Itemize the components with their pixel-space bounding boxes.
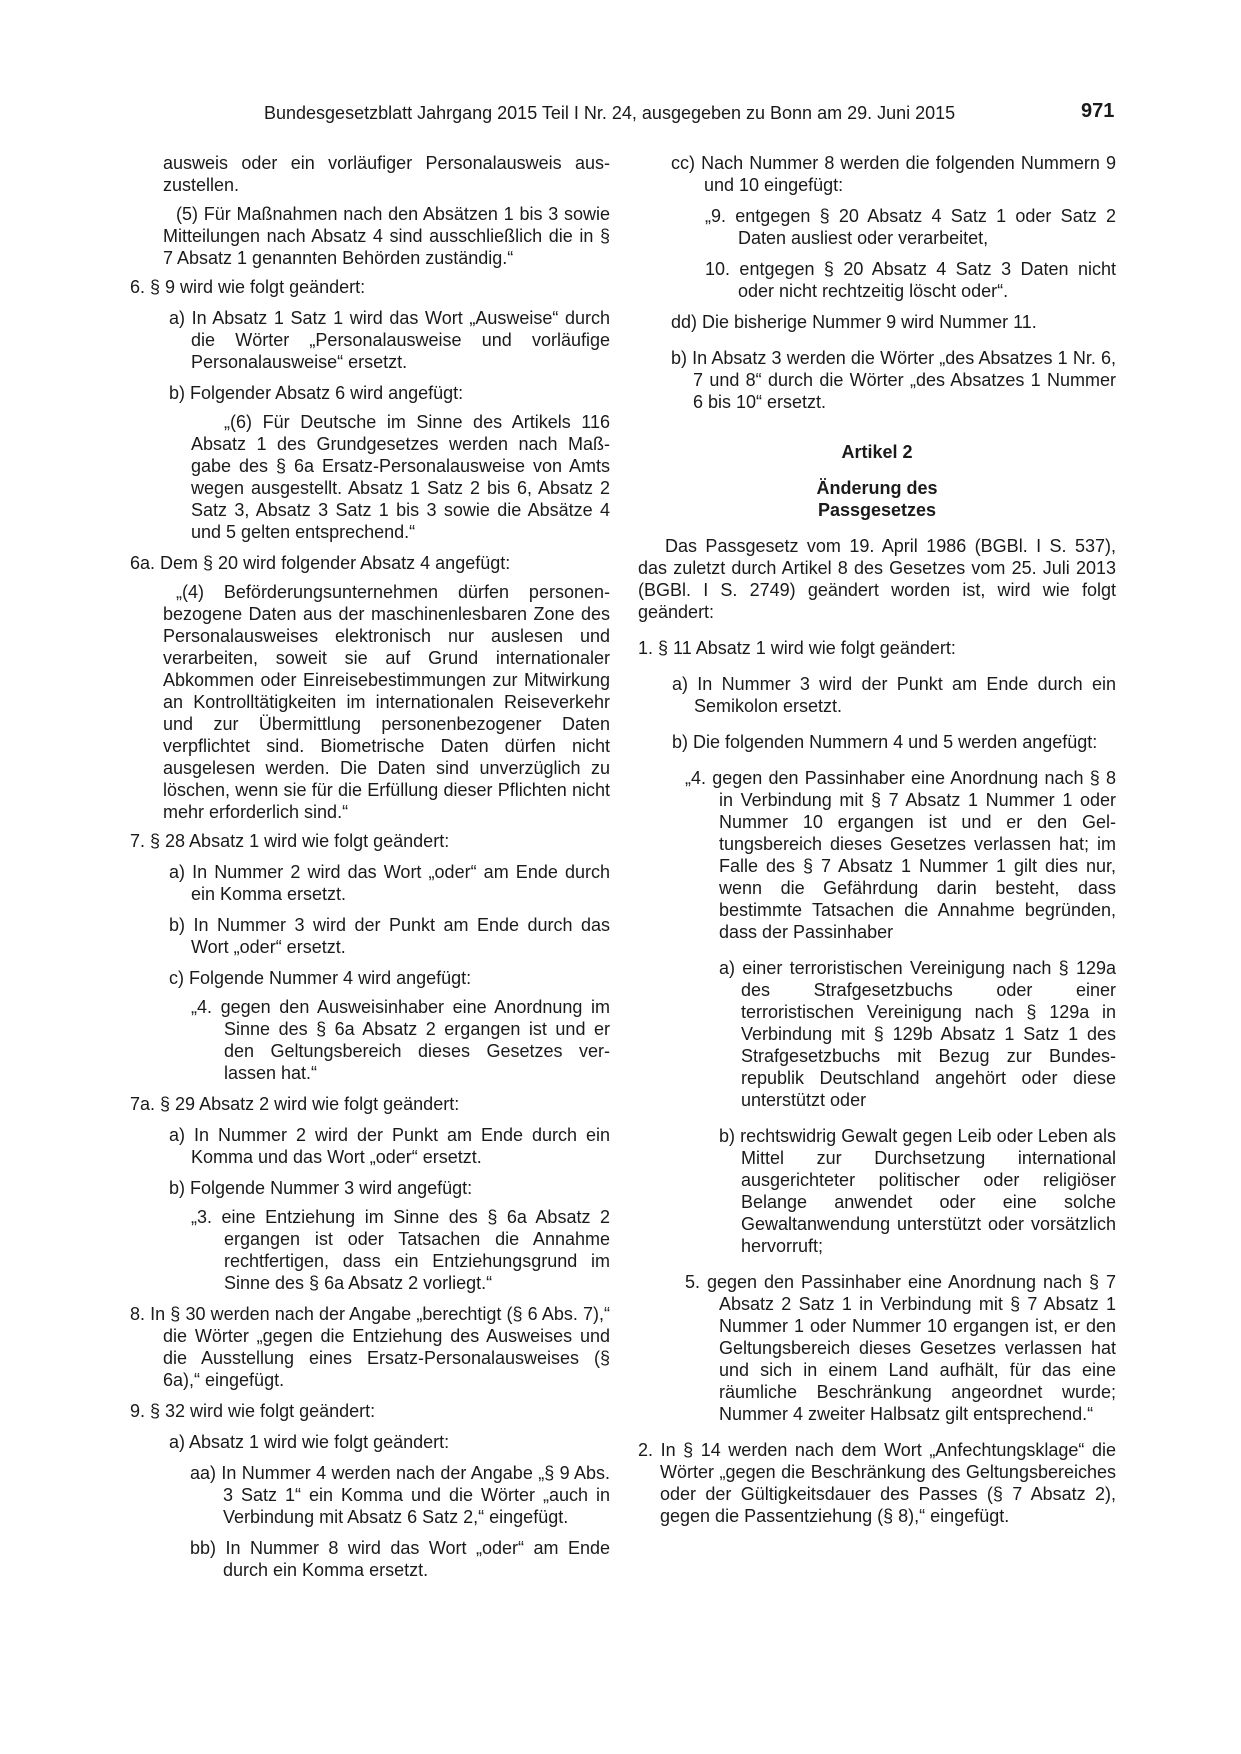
left-column <box>130 152 610 1581</box>
list-item-6b: b) Folgender Absatz 6 wird angefügt: <box>169 383 464 403</box>
article-subtitle: Passgesetzes <box>817 500 937 520</box>
list-item-7a: a) In Nummer 2 wird das Wort „oder“ am Ende durch ein Komma ersetzt. <box>169 862 610 904</box>
list-item-8: 8. In § 30 werden nach der Angabe „berechtigt (§ 6 Abs. 7),“ die Wörter „gegen die Entziehung des Ausweises und die Ausstellung eines Ersatz-Personalausweises (§ 6a),“ eingefügt. <box>130 1304 610 1390</box>
list-item-9a: a) Absatz 1 wird wie folgt geändert: <box>169 1432 450 1452</box>
list-item-1: 1. § 11 Absatz 1 wird wie folgt geändert: <box>638 638 956 658</box>
quoted-paragraph: „(4) Beförderungsunternehmen dürfen personenbezogene Daten aus der maschinenlesbaren Zone des Personalausweises elektronisch nur auslesen und verarbeiten, soweit sie auf Grund internationaler Abkommen oder Einreisebestimmungen zur Mitwirkung an Kontrolltätigkeiten im internationalen Reiseverkehr und zur Übermittlung personenbezogener Daten verpflichtet sind. Biometrische Daten dürfen nicht ausgelesen werden. Die Daten sind unverzüglich zu löschen, wenn sie für die Erfüllung dieser Pflichten nicht mehr erforderlich sind.“ <box>163 582 610 822</box>
list-item-7b: b) In Nummer 3 wird der Punkt am Ende durch das Wort „oder“ ersetzt. <box>169 915 610 957</box>
list-item-6a-section: 6a. Dem § 20 wird folgender Absatz 4 angefügt: <box>130 553 511 573</box>
paragraph: ausweis oder ein vorläufiger Personalausweis auszustellen. <box>163 153 610 195</box>
quoted-subitem: b) rechtswidrig Gewalt gegen Leib oder Leben als Mittel zur Durchsetzung international ausgerichteter politischer oder religiöser Belange anwendet oder eine solche Gewaltanwendung unterstützt oder vorsätzlich hervorruft; <box>719 1126 1116 1256</box>
article-title: Artikel 2 <box>841 442 913 462</box>
quoted-item: „9. entgegen § 20 Absatz 4 Satz 1 oder Satz 2 Daten ausliest oder verarbeitet, <box>705 206 1116 248</box>
page-header <box>0 100 1241 126</box>
quoted-item: 10. entgegen § 20 Absatz 4 Satz 3 Daten nicht oder nicht rechtzeitig löscht oder“. <box>705 259 1116 301</box>
list-item-7ab: b) Folgende Nummer 3 wird angefügt: <box>169 1178 473 1198</box>
paragraph: Das Passgesetz vom 19. April 1986 (BGBl. I S. 537), das zuletzt durch Artikel 8 des Gesetzes vom 25. Juli 2013 (BGBl. I S. 2749) geändert worden ist, wird wie folgt geändert: <box>638 536 1116 622</box>
list-item-2: 2. In § 14 werden nach dem Wort „Anfechtungsklage“ die Wörter „gegen die Beschränkung des Geltungsbereiches oder der Gültigkeitsdauer des Passes (§ 7 Absatz 2), gegen die Passentziehung (§ 8),“ eingefügt. <box>638 1440 1116 1526</box>
quoted-item: „4. gegen den Ausweisinhaber eine Anordnung im Sinne des § 6a Absatz 2 ergangen ist und er den Geltungsbereich dieses Gesetzes verlassen hat.“ <box>191 997 610 1083</box>
running-title: Bundesgesetzblatt Jahrgang 2015 Teil I Nr. 24, ausgegeben zu Bonn am 29. Juni 2015 <box>264 103 956 123</box>
quoted-item: 5. gegen den Passinhaber eine Anordnung nach § 7 Absatz 2 Satz 1 in Verbindung mit § 7 Absatz 1 Nummer 1 oder Nummer 10 ergangen ist, er den Geltungsbereich dieses Gesetzes verlassen hat und sich in einem Land aufhält, für das eine räumliche Beschränkung angeordnet wurde; Nummer 4 zweiter Halbsatz gilt entsprechend.“ <box>685 1272 1116 1424</box>
quoted-item: „3. eine Entziehung im Sinne des § 6a Absatz 2 ergangen ist oder Tatsachen die Annahme rechtfertigen, dass ein Entziehungsgrund im Sinne des § 6a Absatz 2 vorliegt.“ <box>191 1207 610 1293</box>
list-item-9aa: aa) In Nummer 4 werden nach der Angabe „§ 9 Abs. 3 Satz 1“ ein Komma und die Wörter „auch in Verbindung mit Absatz 6 Satz 2,“ eingefügt. <box>190 1463 610 1527</box>
right-column <box>638 152 1116 1527</box>
quoted-subitem: a) einer terroristischen Vereinigung nach § 129a des Strafgesetzbuchs oder einer terroristischen Vereinigung nach § 129a in Verbindung mit § 129b Absatz 1 Satz 1 des Strafgesetzbuchs mit Bezug zur Bundesrepublik Deutschland angehört oder diese unterstützt oder <box>719 958 1116 1110</box>
list-item-dd: dd) Die bisherige Nummer 9 wird Nummer 11. <box>671 312 1037 332</box>
list-item-cc: cc) Nach Nummer 8 werden die folgenden Nummern 9 und 10 eingefügt: <box>671 153 1116 195</box>
article-subtitle: Änderung des <box>816 478 938 498</box>
list-item-6: 6. § 9 wird wie folgt geändert: <box>130 277 366 297</box>
list-item-6a: a) In Absatz 1 Satz 1 wird das Wort „Ausweise“ durch die Wörter „Personalausweise und vorläufige Personalausweise“ ersetzt. <box>169 308 610 372</box>
list-item-1a: a) In Nummer 3 wird der Punkt am Ende durch ein Semikolon ersetzt. <box>672 674 1116 716</box>
paragraph: (5) Für Maßnahmen nach den Absätzen 1 bis 3 sowie Mitteilungen nach Absatz 4 sind ausschließlich die in § 7 Absatz 1 genannten Behörden zuständig.“ <box>163 204 610 268</box>
page-number: 971 <box>1081 100 1115 122</box>
quoted-paragraph: „(6) Für Deutsche im Sinne des Artikels 116 Absatz 1 des Grundgesetzes werden nach Maßgabe des § 6a Ersatz-Personalausweise von Amts wegen ausgestellt. Absatz 1 Satz 2 bis 6, Absatz 2 Satz 3, Absatz 3 Satz 1 bis 3 sowie die Absätze 4 und 5 gelten entsprechend.“ <box>191 412 610 542</box>
list-item-9: 9. § 32 wird wie folgt geändert: <box>130 1401 376 1421</box>
list-item-7c: c) Folgende Nummer 4 wird angefügt: <box>169 968 472 988</box>
list-item-7a-section: 7a. § 29 Absatz 2 wird wie folgt geändert: <box>130 1094 460 1114</box>
quoted-item: „4. gegen den Passinhaber eine Anordnung nach § 8 in Verbindung mit § 7 Absatz 1 Nummer 1 oder Nummer 10 ergangen ist und er den Geltungsbereich dieses Gesetzes verlassen hat; im Falle des § 7 Absatz 1 Nummer 1 gilt dies nur, wenn die Gefährdung darin besteht, dass bestimmte Tatsachen die Annahme begründen, dass der Passinhaber <box>685 768 1116 942</box>
list-item-9bb: bb) In Nummer 8 wird das Wort „oder“ am Ende durch ein Komma ersetzt. <box>190 1538 610 1580</box>
list-item-7: 7. § 28 Absatz 1 wird wie folgt geändert: <box>130 831 450 851</box>
list-item-1b: b) Die folgenden Nummern 4 und 5 werden angefügt: <box>672 732 1098 752</box>
list-item-7aa: a) In Nummer 2 wird der Punkt am Ende durch ein Komma und das Wort „oder“ ersetzt. <box>169 1125 610 1167</box>
list-item-b: b) In Absatz 3 werden die Wörter „des Absatzes 1 Nr. 6, 7 und 8“ durch die Wörter „des Absatzes 1 Nummer 6 bis 10“ ersetzt. <box>671 348 1116 412</box>
